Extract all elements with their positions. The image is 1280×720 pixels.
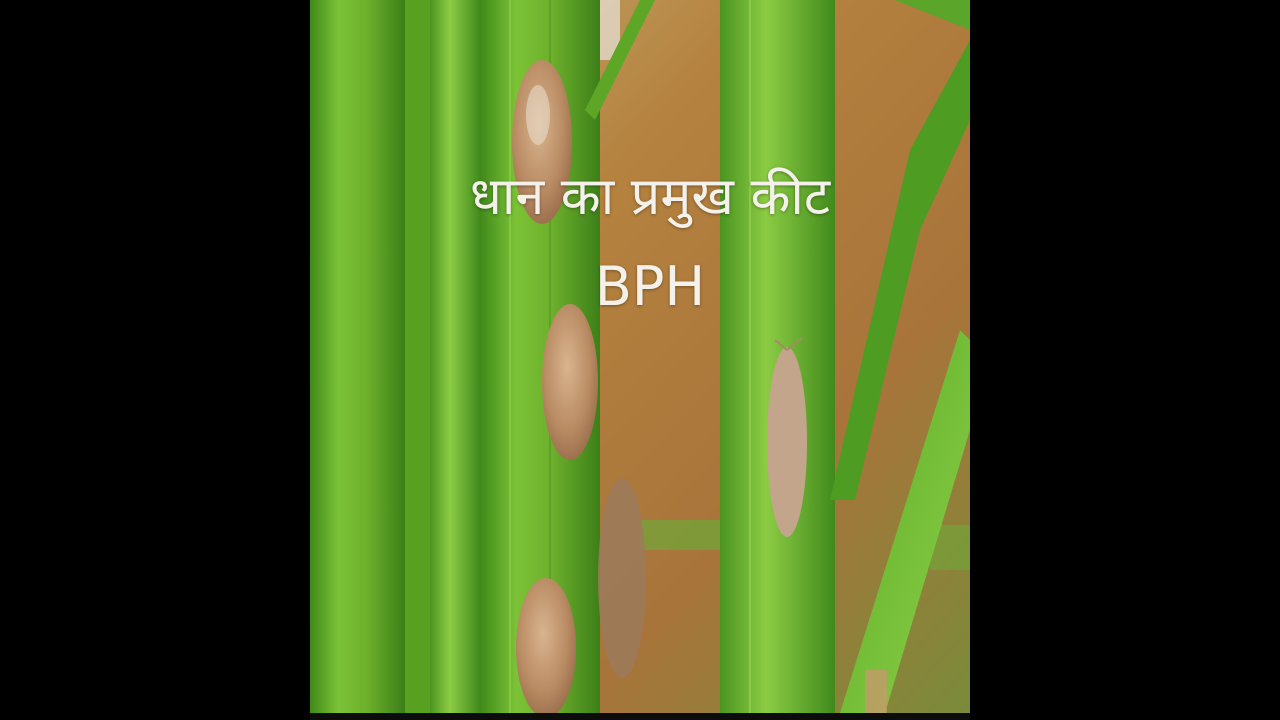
rice-stem-right xyxy=(720,0,835,713)
caption-hindi-title: धान का प्रमुख कीट xyxy=(469,167,831,227)
background-stem xyxy=(640,520,720,550)
bottom-border xyxy=(310,713,970,720)
planthopper-3 xyxy=(598,478,646,678)
planthopper-4 xyxy=(516,578,576,713)
rice-stem-photo xyxy=(310,0,970,713)
photo-illustration xyxy=(310,0,970,713)
rice-stem-left xyxy=(310,0,405,713)
caption-bph: BPH xyxy=(594,255,706,318)
rice-stem-left-edge xyxy=(405,0,430,713)
planthopper-2 xyxy=(542,304,598,460)
rice-stem-left-2 xyxy=(430,0,480,713)
